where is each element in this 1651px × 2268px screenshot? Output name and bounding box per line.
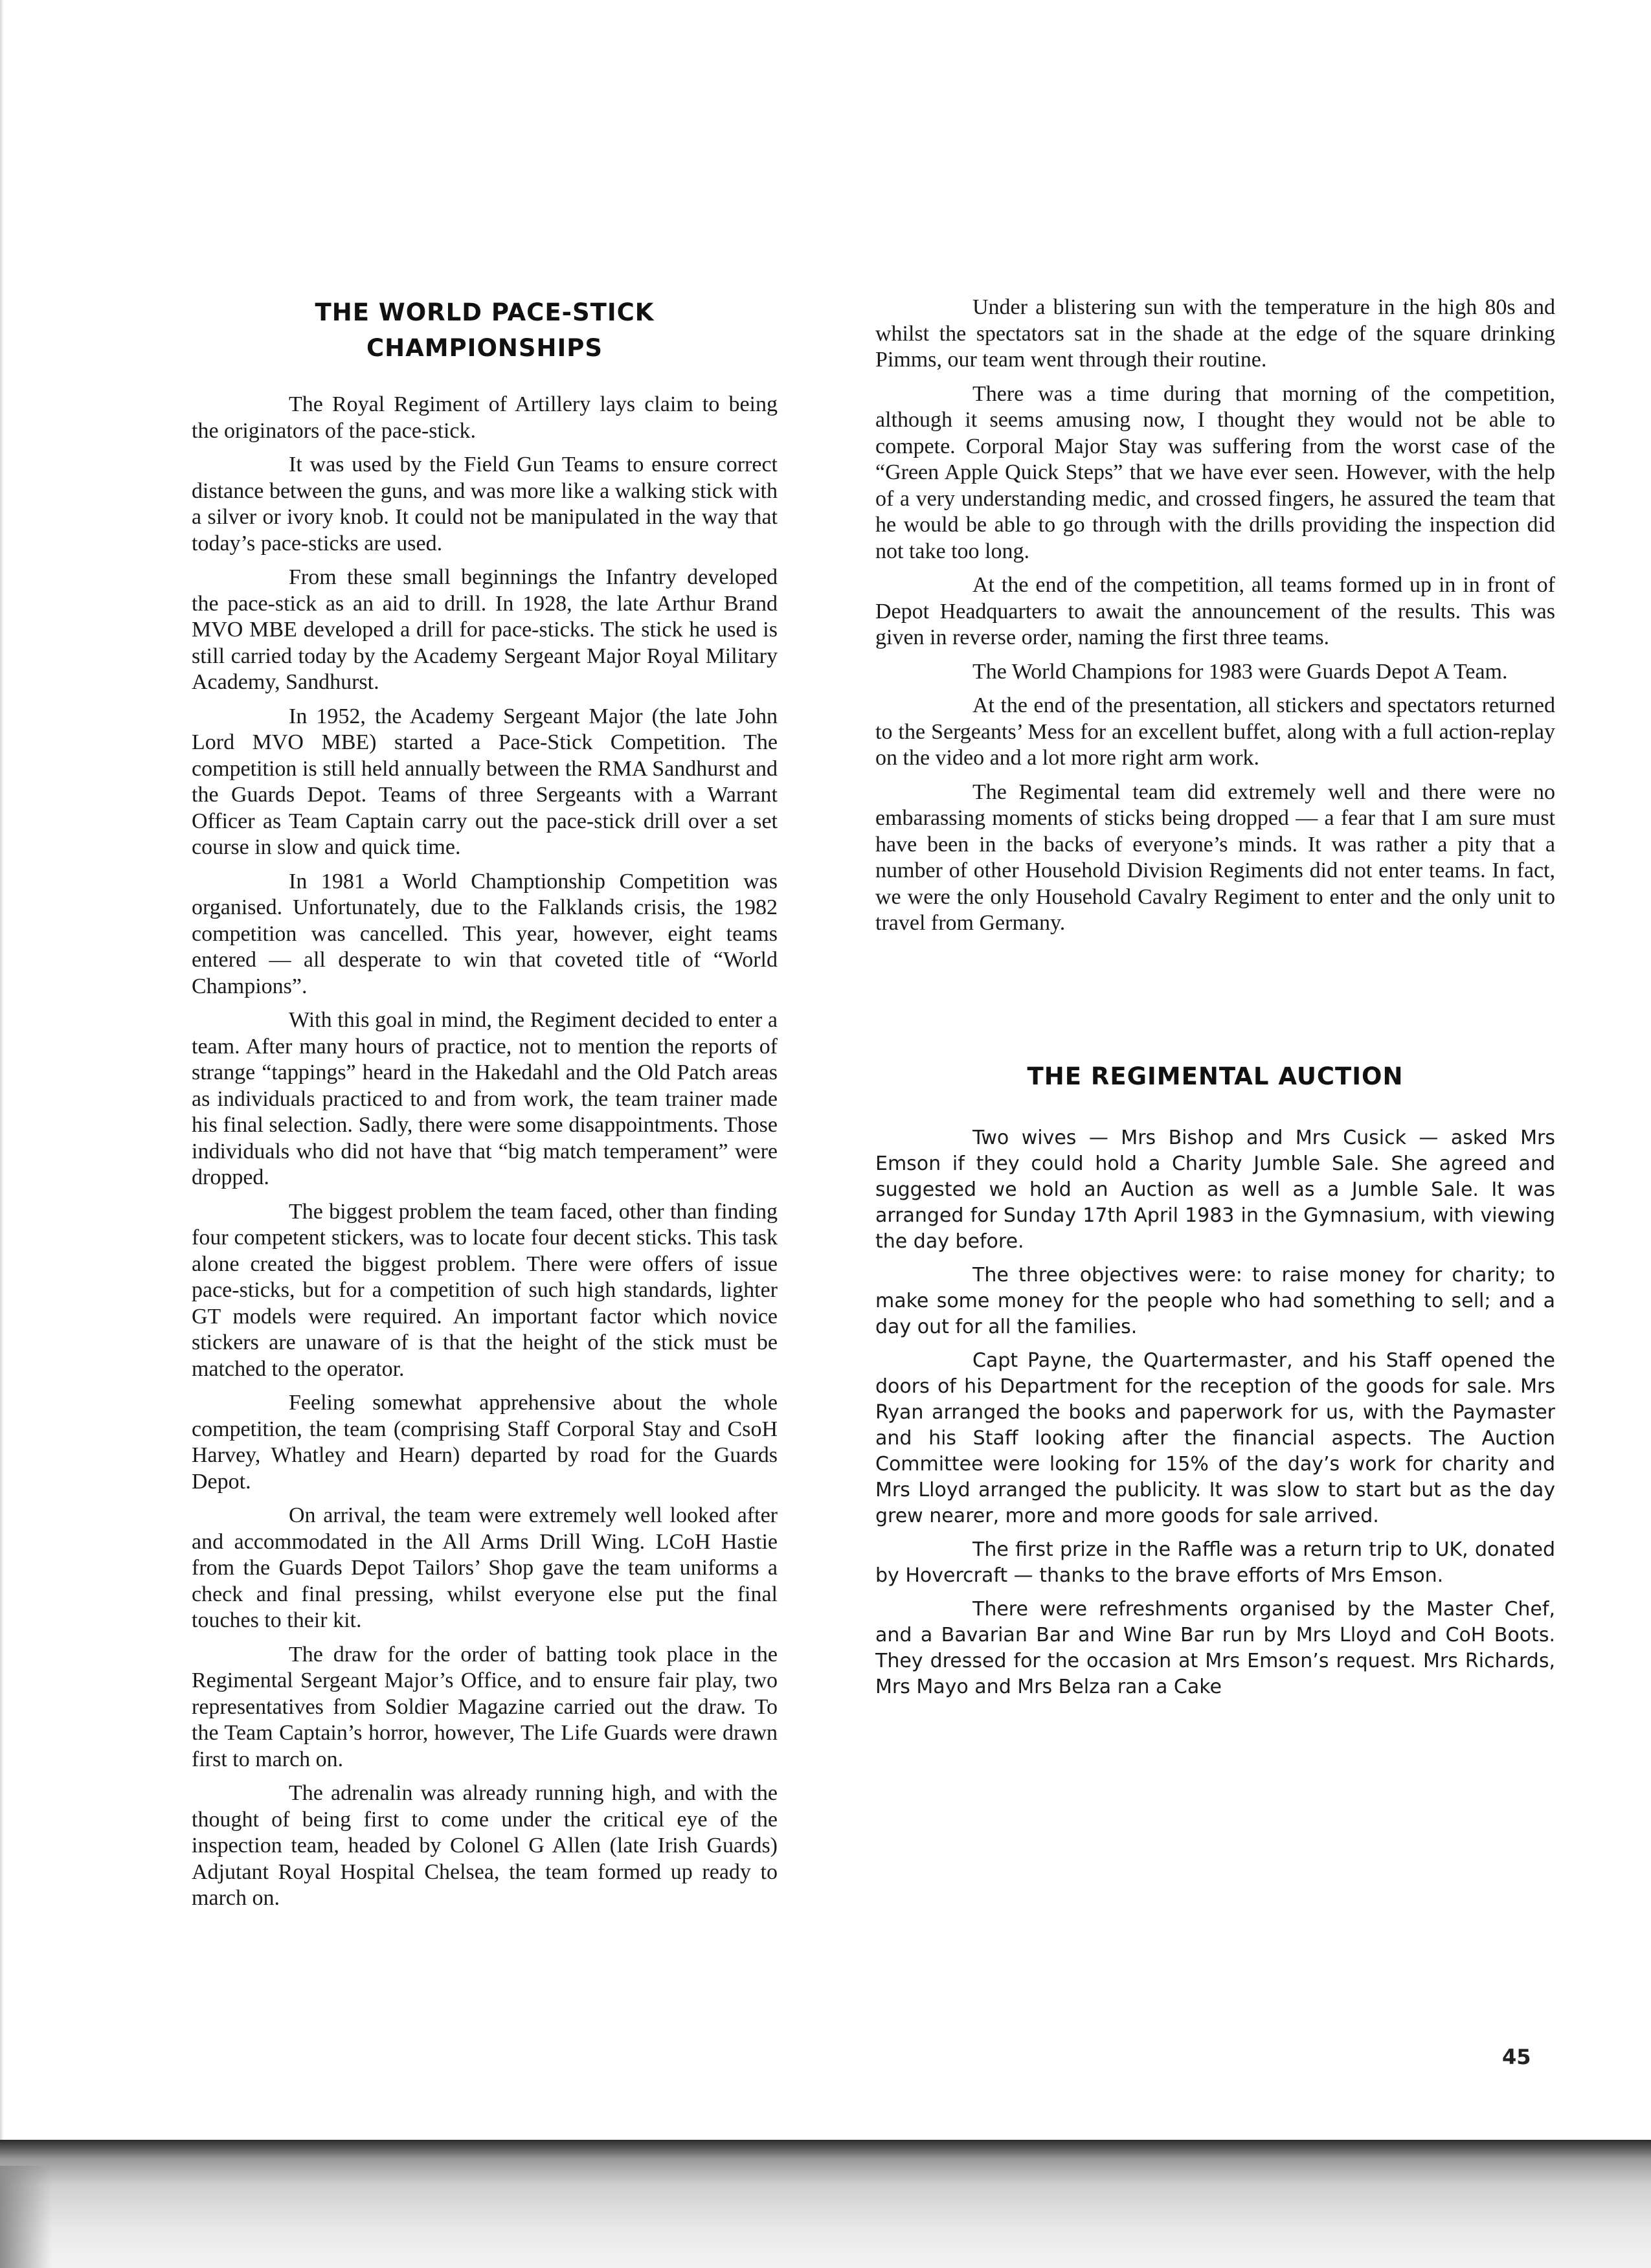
pace-stick-title-line-1: THE WORLD PACE-STICK xyxy=(315,298,655,326)
body-paragraph: In 1952, the Academy Sergeant Major (the late John Lord MVO MBE) started a Pace-Stick Competition. The competition is still held annually between the RMA Sandhurst and the Guards Depot. Teams of three Sergeants with a Warrant Officer as Team Captain carry out the pace-stick drill over a set course in slow and quick time. xyxy=(192,704,778,859)
left-column xyxy=(192,295,778,1920)
body-paragraph: On arrival, the team were extremely well looked after and accommodated in the All Arms Drill Wing. LCoH Hastie from the Guards Depot Tailors’ Shop gave the team uniforms a check and final pressing, whilst everyone else put the final touches to their kit. xyxy=(192,1503,778,1632)
body-paragraph: At the end of the presentation, all stickers and spectators returned to the Sergeants’ Mess for an excellent buffet, along with a full action-replay on the video and a lot more right arm work. xyxy=(875,693,1555,770)
body-paragraph: From these small beginnings the Infantry developed the pace-stick as an aid to drill. In 1928, the late Arthur Brand MVO MBE developed a drill for pace-sticks. The stick he used is still carried today by the Academy Sergeant Major Royal Military Academy, Sandhurst. xyxy=(192,565,778,694)
body-paragraph: Capt Payne, the Quartermaster, and his Staff opened the doors of his Department for the reception of the goods for sale. Mrs Ryan arranged the books and paperwork for us, with the Paymaster and his Staff looking after the financial aspects. The Auction Committee were looking for 15% of the day’s work for charity and Mrs Lloyd arranged the publicity. It was slow to start but as the day grew nearer, more and more goods for sale arrived. xyxy=(875,1349,1555,1527)
body-paragraph: The Royal Regiment of Artillery lays claim to being the originators of the pace-stick. xyxy=(192,392,778,443)
page-number: 45 xyxy=(1502,2045,1531,2069)
pace-stick-title-line-2: CHAMPIONSHIPS xyxy=(366,334,603,362)
body-paragraph: At the end of the competition, all teams formed up in in front of Depot Headquarters to await the announcement of the results. This was given in reverse order, naming the first three teams. xyxy=(875,573,1555,649)
body-paragraph: The three objectives were: to raise money for charity; to make some money for the people who had something to sell; and a day out for all the families. xyxy=(875,1263,1555,1338)
body-paragraph: In 1981 a World Champtionship Competition was organised. Unfortunately, due to the Falklands crisis, the 1982 competition was cancelled. This year, however, eight teams entered — all desperate to win that coveted title of “World Champions”. xyxy=(192,869,778,998)
body-paragraph: It was used by the Field Gun Teams to ensure correct distance between the guns, and was more like a walking stick with a silver or ivory knob. It could not be manipulated in the way that today’s pace-sticks are used. xyxy=(192,453,778,556)
body-paragraph: The biggest problem the team faced, other than finding four competent stickers, was to locate four decent sticks. This task alone created the biggest problem. There were offers of issue pace-sticks, but for a competition of such high standards, lighter GT models were required. An important factor which novice stickers are unaware of is that the height of the stick must be matched to the operator. xyxy=(192,1199,778,1381)
auction-title: THE REGIMENTAL AUCTION xyxy=(1027,1062,1404,1090)
body-paragraph: The first prize in the Raffle was a return trip to UK, donated by Hovercraft — thanks to the brave efforts of Mrs Emson. xyxy=(875,1538,1555,1587)
body-paragraph: The Regimental team did extremely well and there were no embarassing moments of sticks being dropped — a fear that I am sure must have been in the backs of everyone’s minds. It was rather a pity that a number of other Household Division Regiments did not enter teams. In fact, we were the only Household Cavalry Regiment to enter and the only unit to travel from Germany. xyxy=(875,780,1555,935)
body-paragraph: The draw for the order of batting took place in the Regimental Sergeant Major’s Office, and to ensure fair play, two representatives from Soldier Magazine carried out the draw. To the Team Captain’s horror, however, The Life Guards were drawn first to march on. xyxy=(192,1642,778,1771)
pace-stick-continuation xyxy=(875,295,1555,937)
pace-stick-title xyxy=(192,295,778,366)
body-paragraph: Feeling somewhat apprehensive about the whole competition, the team (comprising Staff Corporal Stay and CsoH Harvey, Whatley and Hearn) departed by road for the Guards Depot. xyxy=(192,1391,778,1494)
body-paragraph: With this goal in mind, the Regiment decided to enter a team. After many hours of practice, not to mention the reports of strange “tappings” heard in the Hakedahl and the Old Patch areas as individuals practiced to and from work, the team trainer made his final selection. Sadly, there were some disappointments. Those individuals who did not have that “big match temperament” were dropped. xyxy=(192,1008,778,1189)
body-paragraph: The adrenalin was already running high, and with the thought of being first to come under the critical eye of the inspection team, headed by Colonel G Allen (late Irish Guards) Adjutant Royal Hospital Chelsea, the team formed up ready to march on. xyxy=(192,1781,778,1910)
body-paragraph: There were refreshments organised by the Master Chef, and a Bavarian Bar and Wine Bar run by Mrs Lloyd and CoH Boots. They dressed for the occasion at Mrs Emson’s request. Mrs Richards, Mrs Mayo and Mrs Belza ran a Cake xyxy=(875,1597,1555,1698)
body-paragraph: There was a time during that morning of the competition, although it seems amusing now, I thought they would not be able to compete. Corporal Major Stay was suffering from the worst case of the “Green Apple Quick Steps” that we have ever seen. However, with the help of a very understanding medic, and crossed fingers, he assured the team that he would be able to go through with the drills providing the inspection did not take too long. xyxy=(875,381,1555,563)
scan-bottom-shadow xyxy=(0,2140,1651,2268)
body-paragraph: Two wives — Mrs Bishop and Mrs Cusick — asked Mrs Emson if they could hold a Charity Jumble Sale. She agreed and suggested we hold an Auction as well as a Jumble Sale. It was arranged for Sunday 17th April 1983 in the Gymnasium, with viewing the day before. xyxy=(875,1126,1555,1253)
body-paragraph: Under a blistering sun with the temperature in the high 80s and whilst the spectators sat in the shade at the edge of the square drinking Pimms, our team went through their routine. xyxy=(875,295,1555,372)
auction-article xyxy=(875,1059,1555,1700)
page-edge-shadow xyxy=(0,0,4,2268)
right-column xyxy=(875,295,1555,1708)
body-paragraph: The World Champions for 1983 were Guards Depot A Team. xyxy=(972,659,1508,684)
